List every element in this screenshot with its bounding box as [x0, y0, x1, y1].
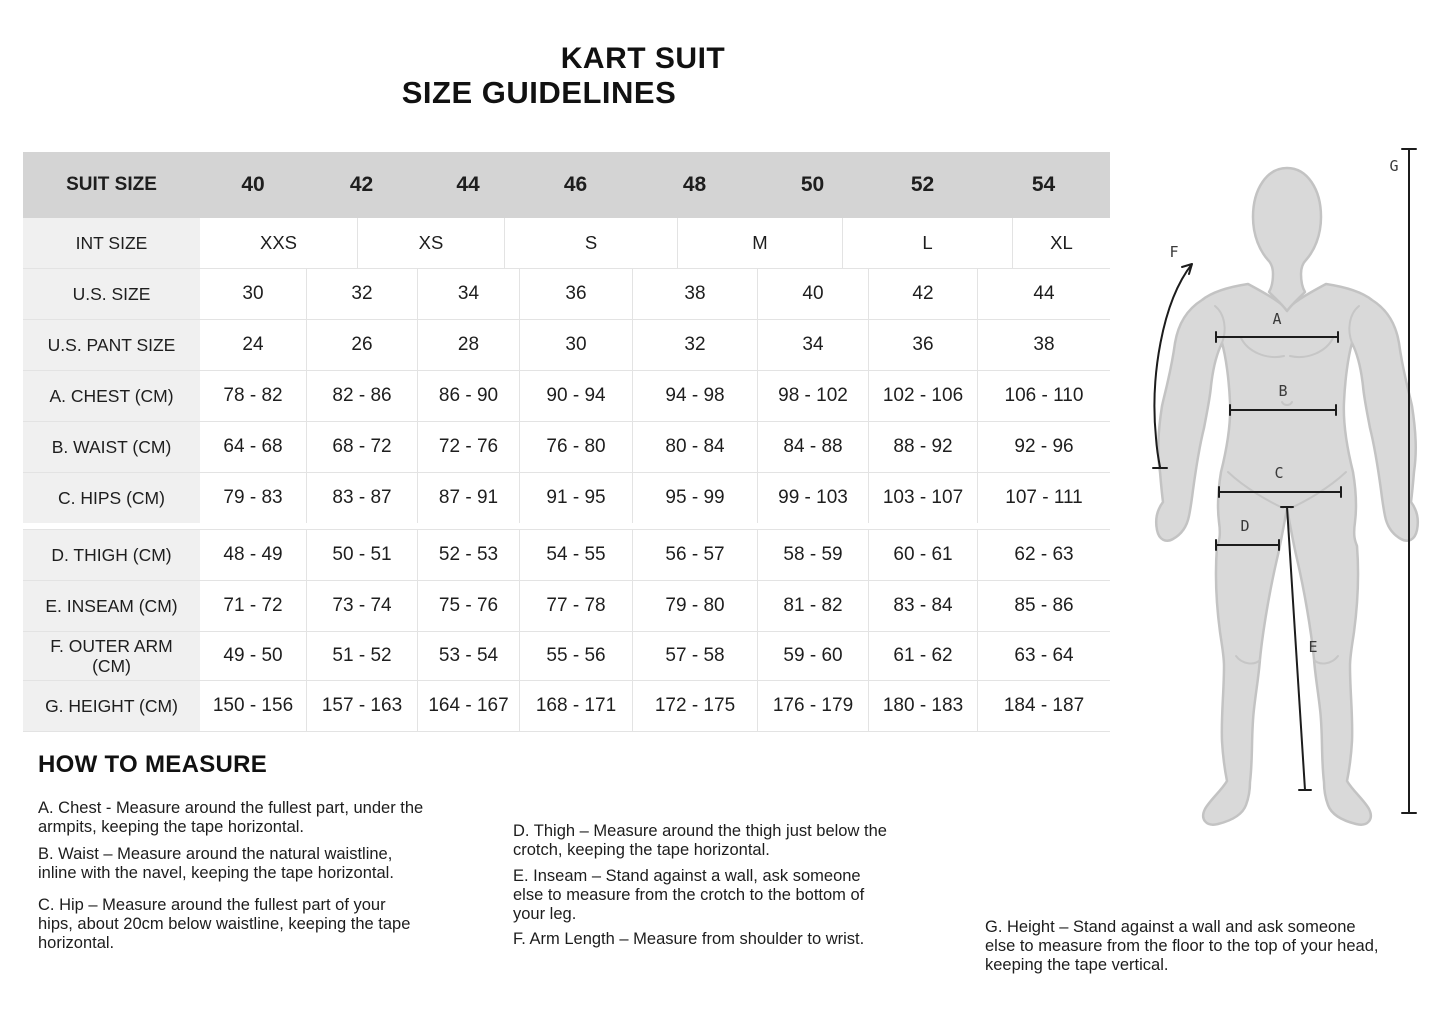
row-height	[23, 681, 1110, 732]
size-cell: 79 - 80	[632, 581, 757, 631]
size-cell: 50 - 51	[306, 530, 417, 580]
instruction-inseam: E. Inseam – Stand against a wall, ask someone else to measure from the crotch to the bottom of your leg.	[513, 867, 865, 923]
row-chest	[23, 371, 1110, 422]
row-label: D. THIGH (CM)	[23, 530, 200, 580]
suit-size-cell: 44	[456, 172, 480, 196]
size-cell: 62 - 63	[977, 530, 1110, 580]
size-cell: 34	[757, 320, 868, 370]
size-cell: 184 - 187	[977, 681, 1110, 731]
suit-size-cell: 46	[563, 172, 588, 196]
size-cell: 58 - 59	[757, 530, 868, 580]
size-cell: 176 - 179	[757, 681, 868, 731]
size-cell: 103 - 107	[868, 473, 977, 523]
size-cell: 95 - 99	[632, 473, 757, 523]
int-size-cell: XXS	[259, 232, 298, 254]
size-cell: 57 - 58	[632, 632, 757, 680]
size-cell: 59 - 60	[757, 632, 868, 680]
size-cell: 64 - 68	[223, 436, 283, 458]
page-title-line1: KART SUIT	[560, 42, 726, 75]
row-label: C. HIPS (CM)	[23, 473, 200, 523]
instruction-chest: A. Chest - Measure around the fullest part, under the armpits, keeping the tape horizontal.	[38, 799, 424, 836]
row-inseam	[23, 581, 1110, 632]
size-cell: 85 - 86	[977, 581, 1110, 631]
page-title-line2: SIZE GUIDELINES	[401, 75, 677, 110]
row-label: INT SIZE	[23, 218, 200, 268]
size-cell: 76 - 80	[519, 422, 632, 472]
size-cell: 51 - 52	[306, 632, 417, 680]
size-cell: 157 - 163	[306, 681, 417, 731]
suit-size-cell: 52	[910, 172, 935, 196]
size-cell: 60 - 61	[868, 530, 977, 580]
size-cell: 54 - 55	[519, 530, 632, 580]
size-cell: 52 - 53	[417, 530, 519, 580]
size-cell: 77 - 78	[519, 581, 632, 631]
instruction-height: G. Height – Stand against a wall and ask someone else to measure from the floor to the top of your head, keeping the tape vertical.	[985, 918, 1379, 974]
size-cell: 172 - 175	[632, 681, 757, 731]
label-d: D	[1240, 517, 1250, 535]
size-cell: 86 - 90	[417, 371, 519, 421]
size-cell: 79 - 83	[223, 487, 283, 509]
suit-size-cell: 54	[1031, 172, 1056, 196]
size-cell: 81 - 82	[757, 581, 868, 631]
size-cell: 98 - 102	[757, 371, 868, 421]
size-cell: 84 - 88	[757, 422, 868, 472]
size-cell: 168 - 171	[519, 681, 632, 731]
how-to-measure-heading: HOW TO MEASURE	[38, 751, 268, 778]
instruction-hip: C. Hip – Measure around the fullest part of your hips, about 20cm below waistline, keeping the tape horizontal.	[38, 896, 411, 952]
size-cell: 82 - 86	[306, 371, 417, 421]
size-cell: 30	[242, 283, 264, 305]
table-header-row	[23, 152, 1110, 218]
size-cell: 32	[306, 269, 417, 319]
label-f: F	[1169, 243, 1179, 261]
row-thigh	[23, 530, 1110, 581]
suit-size-cell: 40	[241, 172, 265, 196]
size-cell: 61 - 62	[868, 632, 977, 680]
row-label: U.S. PANT SIZE	[23, 320, 200, 370]
size-cell: 107 - 111	[977, 473, 1110, 523]
size-cell: 63 - 64	[977, 632, 1110, 680]
row-waist	[23, 422, 1110, 473]
size-cell: 75 - 76	[417, 581, 519, 631]
size-cell: 49 - 50	[223, 645, 283, 667]
int-size-cell: M	[677, 218, 842, 268]
body-measurement-diagram	[1130, 140, 1430, 830]
row-us-size	[23, 269, 1110, 320]
size-cell: 106 - 110	[977, 371, 1110, 421]
int-size-cell: XS	[357, 218, 504, 268]
size-cell: 72 - 76	[417, 422, 519, 472]
suit-size-cell: 50	[800, 172, 825, 196]
size-cell: 36	[519, 269, 632, 319]
size-cell: 83 - 87	[306, 473, 417, 523]
size-cell: 83 - 84	[868, 581, 977, 631]
int-size-cell: L	[842, 218, 1012, 268]
label-c: C	[1274, 464, 1284, 482]
size-cell: 40	[757, 269, 868, 319]
row-outer-arm	[23, 632, 1110, 681]
head-silhouette	[1253, 168, 1321, 311]
size-cell: 34	[417, 269, 519, 319]
size-cell: 88 - 92	[868, 422, 977, 472]
size-cell: 71 - 72	[223, 595, 283, 617]
size-cell: 90 - 94	[519, 371, 632, 421]
row-int-size	[23, 218, 1110, 269]
row-label: A. CHEST (CM)	[23, 371, 200, 421]
size-cell: 53 - 54	[417, 632, 519, 680]
size-cell: 24	[242, 334, 264, 356]
size-cell: 56 - 57	[632, 530, 757, 580]
size-cell: 164 - 167	[417, 681, 519, 731]
int-size-cell: XL	[1012, 218, 1110, 268]
suit-size-cell: 48	[682, 172, 707, 196]
row-hips	[23, 473, 1110, 523]
instruction-thigh: D. Thigh – Measure around the thigh just below the crotch, keeping the tape horizontal.	[513, 822, 887, 859]
size-cell: 68 - 72	[306, 422, 417, 472]
suit-size-cell: 42	[349, 172, 374, 196]
label-a: A	[1272, 310, 1282, 328]
size-cell: 48 - 49	[223, 544, 283, 566]
size-guidelines-table	[23, 152, 1110, 732]
label-e: E	[1308, 638, 1318, 656]
row-us-pant-size	[23, 320, 1110, 371]
size-cell: 150 - 156	[212, 695, 294, 717]
size-cell: 55 - 56	[519, 632, 632, 680]
size-cell: 180 - 183	[868, 681, 977, 731]
size-cell: 28	[417, 320, 519, 370]
header-label: SUIT SIZE	[66, 174, 157, 196]
instruction-arm-length: F. Arm Length – Measure from shoulder to wrist.	[513, 930, 865, 948]
size-cell: 80 - 84	[632, 422, 757, 472]
instruction-waist: B. Waist – Measure around the natural waistline, inline with the navel, keeping the tape horizontal.	[38, 845, 394, 882]
size-cell: 44	[977, 269, 1110, 319]
body-silhouette	[1156, 284, 1418, 825]
label-g: G	[1389, 157, 1399, 175]
size-cell: 26	[306, 320, 417, 370]
size-cell: 94 - 98	[632, 371, 757, 421]
size-cell: 36	[868, 320, 977, 370]
size-cell: 92 - 96	[977, 422, 1110, 472]
int-size-cell: S	[504, 218, 677, 268]
size-cell: 42	[868, 269, 977, 319]
size-cell: 78 - 82	[223, 385, 283, 407]
label-b: B	[1278, 382, 1288, 400]
size-cell: 38	[632, 269, 757, 319]
size-cell: 38	[977, 320, 1110, 370]
size-cell: 73 - 74	[306, 581, 417, 631]
size-cell: 30	[519, 320, 632, 370]
row-label: E. INSEAM (CM)	[23, 581, 200, 631]
row-label: G. HEIGHT (CM)	[23, 681, 200, 731]
size-cell: 87 - 91	[417, 473, 519, 523]
size-cell: 99 - 103	[757, 473, 868, 523]
row-label: B. WAIST (CM)	[23, 422, 200, 472]
row-label: U.S. SIZE	[23, 269, 200, 319]
size-cell: 32	[632, 320, 757, 370]
table-lower-block	[23, 529, 1110, 732]
size-cell: 91 - 95	[519, 473, 632, 523]
row-label: F. OUTER ARM (CM)	[23, 632, 200, 680]
size-cell: 102 - 106	[868, 371, 977, 421]
